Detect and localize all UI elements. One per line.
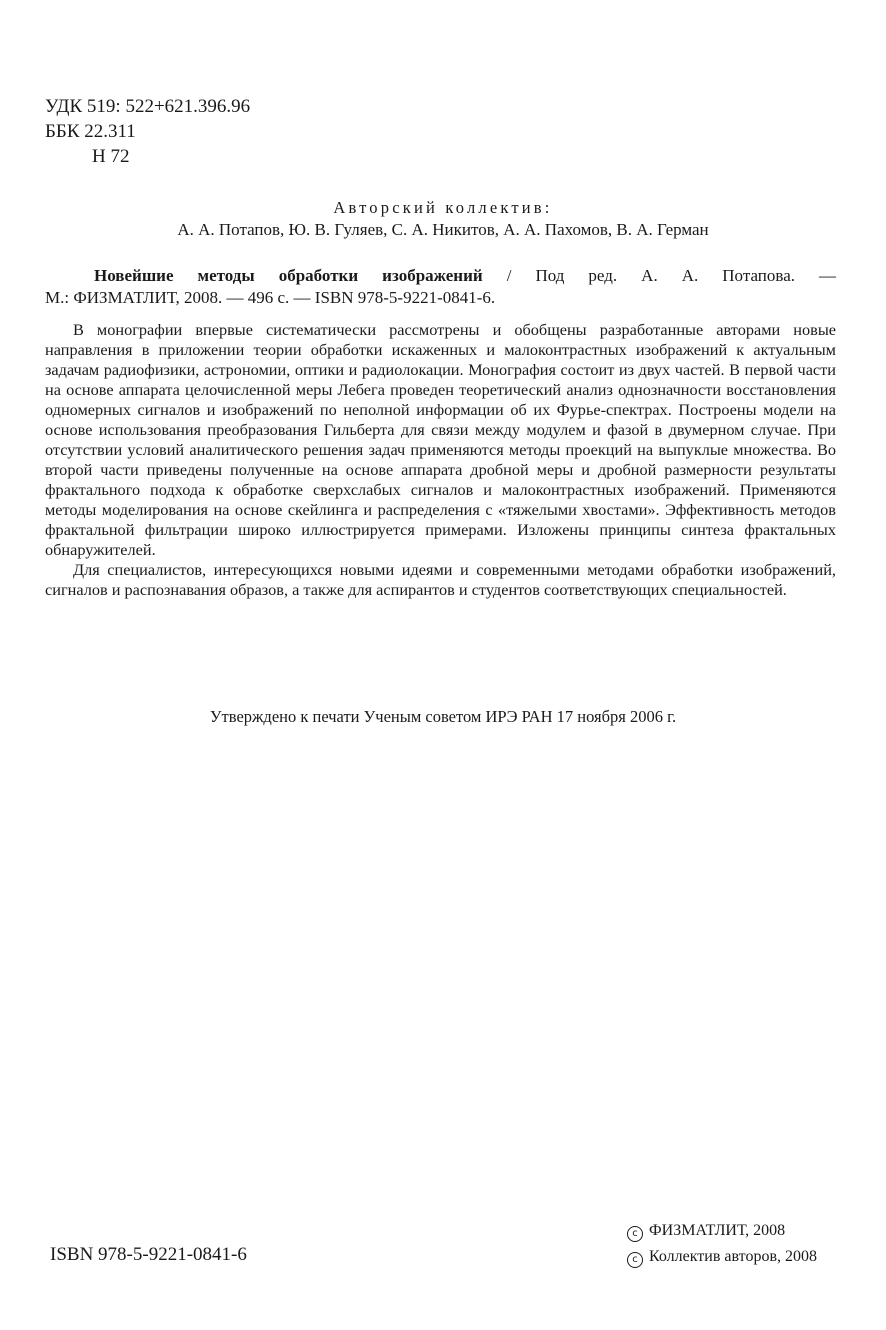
bibliographic-entry	[45, 265, 836, 309]
copyright-block	[627, 1218, 817, 1270]
copyright-icon: c	[627, 1226, 643, 1242]
audience-paragraph: Для специалистов, интересующихся новыми идеями и современными методами обработки изображений, сигналов и распознавания образов, а также для аспирантов и студентов соответствующих специальностей.	[45, 560, 836, 599]
isbn: ISBN 978-5-9221-0841-6	[50, 1244, 247, 1265]
copyright-icon: c	[627, 1252, 643, 1268]
authors-list: А. А. Потапов, Ю. В. Гуляев, С. А. Никитов, А. А. Пахомов, В. А. Герман	[177, 220, 709, 239]
copyright-authors-text: Коллектив авторов, 2008	[649, 1248, 817, 1265]
abstract-paragraph: В монографии впервые систематически рассмотрены и обобщены разработанные авторами новые направления в приложении теории обработки искаженных и малоконтрастных изображений к актуальным задачам радиофизики, астрономии, оптики и радиолокации. Монография состоит из двух частей. В первой части на основе аппарата целочисленной меры Лебега проведен теоретический анализ однозначности восстановления одномерных сигналов и изображений по неполной информации об их Фурье-спектрах. Построены модели на основе использования преобразования Гильберта для связи между модулем и фазой в двумерном случае. При отсутствии условий аналитического решения задач применяются методы проекций на выпуклые множества. Во второй части приведены полученные на основе аппарата дробной меры и дробной размерности результаты фрактального подхода к обработке сверхслабых сигналов и малоконтрастных изображений. Применяются методы моделирования на основе скейлинга и распределения с «тяжелыми хвостами». Эффективность методов фрактальной фильтрации широко иллюстрируется примерами. Изложены принципы синтеза фрактальных обнаружителей.	[45, 320, 836, 559]
classification-block	[45, 94, 250, 169]
editor-note: / Под ред. А. А. Потапова. —	[506, 266, 837, 285]
bbk-code: ББК 22.311	[45, 121, 136, 142]
author-mark: Н 72	[92, 146, 130, 167]
udk-code: УДК 519: 522+621.396.96	[45, 96, 251, 117]
copyright-authors	[627, 1244, 817, 1270]
publication-info: М.: ФИЗМАТЛИТ, 2008. — 496 с. — ISBN 978-5-9221-0841-6.	[45, 288, 496, 307]
approval-note: Утверждено к печати Ученым советом ИРЭ РАН 17 ноября 2006 г.	[209, 707, 677, 726]
copyright-publisher-text: ФИЗМАТЛИТ, 2008	[649, 1222, 786, 1239]
abstract	[45, 320, 836, 600]
copyright-publisher	[627, 1218, 817, 1244]
authors-heading: Авторский коллектив:	[333, 198, 553, 217]
book-title: Новейшие методы обработки изображений	[94, 266, 483, 285]
